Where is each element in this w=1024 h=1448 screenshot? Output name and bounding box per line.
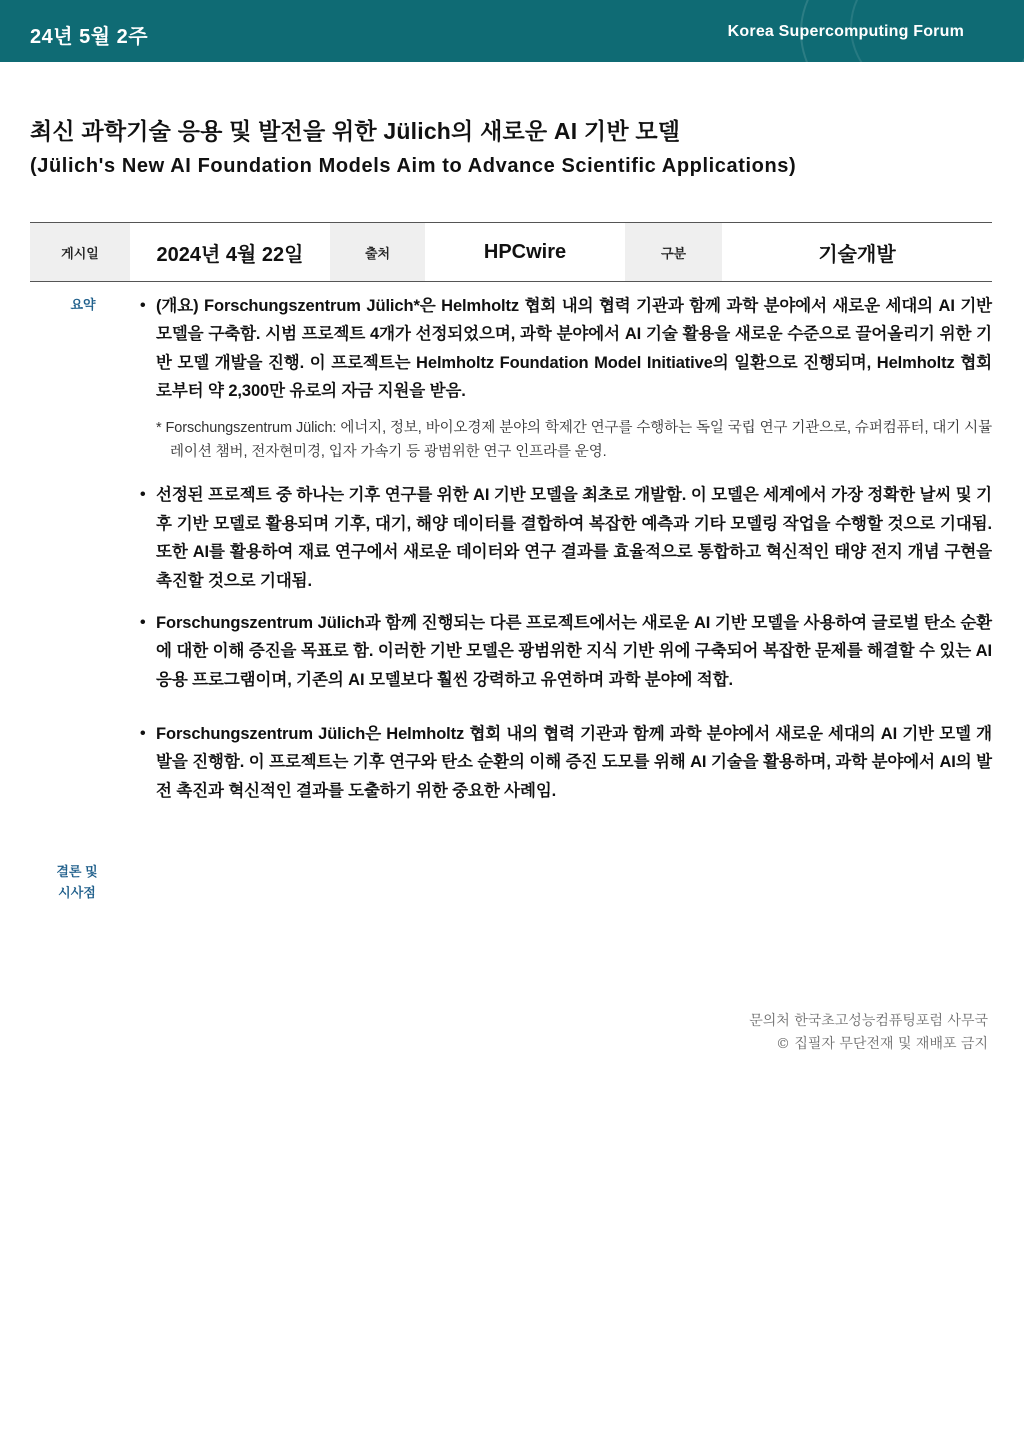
metadata-table	[30, 222, 992, 282]
source-value: HPCwire	[483, 240, 567, 263]
summary-bullet-list	[138, 292, 992, 406]
summary-bullet-list-continued	[138, 481, 992, 694]
publish-date-label: 게시일	[30, 223, 130, 281]
page-title-english: (Jülich's New AI Foundation Models Aim to Advance Scientific Applications)	[30, 155, 797, 177]
section-label-conclusion	[32, 862, 122, 904]
category-label: 구분	[625, 223, 722, 281]
list-item: • 선정된 프로젝트 중 하나는 기후 연구를 위한 AI 기반 모델을 최초로 개발함. 이 모델은 세계에서 가장 정확한 날씨 및 기후 기반 모델로 활용되며 기후, 대기, 해양 데이터를 결합하여 복잡한 예측과 기타 모델링 작업을 수행할 것으로 기대됨. 또한 AI를 활용하여 재료 연구에서 새로운 데이터와 연구 결과를 효율적으로 통합하고 혁신적인 태양 전지 개념 구현을 촉진할 것으로 기대됨.	[138, 481, 992, 595]
page-title-korean: 최신 과학기술 응용 및 발전을 위한 Jülich의 새로운 AI 기반 모델	[30, 118, 681, 144]
conclusion-label-line-2: 시사점	[58, 884, 96, 900]
document-body	[138, 292, 992, 819]
footer-copyright: © 집필자 무단전재 및 재배포 금지	[775, 1036, 988, 1052]
list-item: • Forschungszentrum Jülich은 Helmholtz 협회 내의 협력 기관과 함께 과학 분야에서 새로운 세대의 AI 기반 모델 개발을 진행함. 이 프로젝트는 기후 연구와 탄소 순환의 이해 증진 도모를 위해 AI 기술을 활용하며, 과학 분야에서 AI의 발전 촉진과 혁신적인 결과를 도출하기 위한 중요한 사례임.	[138, 720, 992, 805]
conclusion-bullet-list	[138, 720, 992, 805]
footer-contact: 문의처 한국초고성능컴퓨팅포럼 사무국	[749, 1013, 988, 1029]
brand-title: Korea Supercomputing Forum	[727, 23, 964, 40]
list-item: • (개요) Forschungszentrum Jülich*은 Helmholtz 협회 내의 협력 기관과 함께 과학 분야에서 새로운 세대의 AI 기반 모델을 구축함. 시범 프로젝트 4개가 선정되었으며, 과학 분야에서 AI 기술 활용을 새로운 수준으로 끌어올리기 위한 기반 모델 개발을 진행. 이 프로젝트는 Helmholtz Foundation Model Initiative의 일환으로 진행되며, Helmholtz 협회로부터 약 2,300만 유로의 자금 지원을 받음.	[138, 292, 992, 406]
category-value: 기술개발	[818, 243, 896, 266]
issue-label: 24년 5월 2주	[30, 26, 149, 48]
page-header	[0, 0, 1024, 62]
source-label: 출처	[330, 223, 425, 281]
list-item: • Forschungszentrum Jülich과 함께 진행되는 다른 프로젝트에서는 새로운 AI 기반 모델을 사용하여 글로벌 탄소 순환에 대한 이해 증진을 목표로 함. 이러한 기반 모델은 광범위한 지식 기반 위에 구축되어 복잡한 문제를 해결할 수 있는 AI 응용 프로그램이며, 기존의 AI 모델보다 훨씬 강력하고 유연하며 과학 분야에 적합.	[138, 609, 992, 694]
summary-footnote: * Forschungszentrum Jülich: 에너지, 정보, 바이오경제 분야의 학제간 연구를 수행하는 독일 국립 연구 기관으로, 슈퍼컴퓨터, 대기 시뮬레이션 챔버, 전자현미경, 입자 가속기 등 광범위한 연구 인프라를 운영.	[156, 419, 992, 461]
conclusion-label-line-1: 결론 및	[56, 864, 98, 879]
publish-date-value: 2024년 4월 22일	[156, 243, 304, 266]
section-label-summary: 요약	[70, 297, 96, 312]
